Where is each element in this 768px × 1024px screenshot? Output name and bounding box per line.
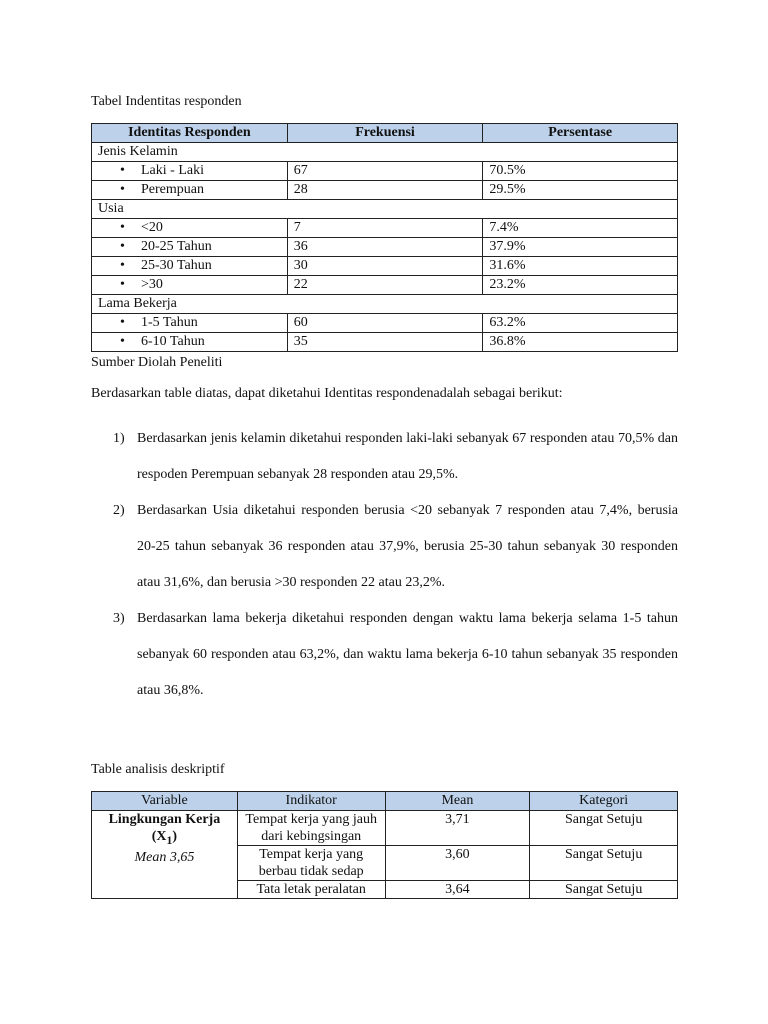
category-cell: Sangat Setuju [530, 811, 678, 846]
row-frequency: 35 [287, 333, 483, 352]
list-item [91, 601, 678, 709]
header-indikator: Indikator [237, 792, 385, 811]
row-label: • Perempuan [92, 181, 288, 200]
row-percentage: 29.5% [483, 181, 678, 200]
table-row [92, 181, 678, 200]
row-percentage: 23.2% [483, 276, 678, 295]
table-row [92, 219, 678, 238]
table-row [92, 257, 678, 276]
mean-cell: 3,60 [385, 846, 530, 881]
header-kategori: Kategori [530, 792, 678, 811]
group-row [92, 295, 678, 314]
list-number: 2) [113, 503, 125, 518]
list-number: 3) [113, 611, 125, 626]
indicator-cell: Tempat kerja yang berbau tidak sedap [237, 846, 385, 881]
row-percentage: 63.2% [483, 314, 678, 333]
row-frequency: 30 [287, 257, 483, 276]
row-percentage: 31.6% [483, 257, 678, 276]
mean-cell: 3,64 [385, 881, 530, 899]
table1-source: Sumber Diolah Peneliti [91, 355, 223, 370]
table-row [92, 333, 678, 352]
variable-cell [92, 811, 238, 899]
row-frequency: 36 [287, 238, 483, 257]
group-row [92, 143, 678, 162]
row-label: • 1-5 Tahun [92, 314, 288, 333]
list-text: Berdasarkan lama bekerja diketahui responden dengan waktu lama bekerja selama 1-5 tahun sebanyak 60 responden atau 63,2%, dan waktu lama bekerja 6-10 tahun sebanyak 35 responden atau 36,8%. [137, 611, 678, 698]
row-frequency: 67 [287, 162, 483, 181]
list-text: Berdasarkan Usia diketahui responden berusia <20 sebanyak 7 responden atau 7,4%, berusia 20-25 tahun sebanyak 36 responden atau 37,9%, berusia 25-30 tahun sebanyak 30 responden atau 31,6%, dan berusia >30 responden 22 atau 23,2%. [137, 503, 678, 590]
header-identitas: Identitas Responden [92, 124, 288, 143]
group-label: Jenis Kelamin [92, 143, 678, 162]
row-label: • 20-25 Tahun [92, 238, 288, 257]
group-row [92, 200, 678, 219]
table1-caption: Tabel Indentitas responden [91, 94, 242, 109]
group-label: Usia [92, 200, 678, 219]
row-percentage: 7.4% [483, 219, 678, 238]
descriptive-analysis-table [91, 791, 678, 899]
row-frequency: 28 [287, 181, 483, 200]
header-persentase: Persentase [483, 124, 678, 143]
table-row [92, 162, 678, 181]
intro-paragraph: Berdasarkan table diatas, dapat diketahui Identitas respondenadalah sebagai berikut: [91, 386, 563, 401]
row-label: • <20 [92, 219, 288, 238]
row-label: • 25-30 Tahun [92, 257, 288, 276]
list-item [91, 493, 678, 601]
respondent-identity-table [91, 123, 678, 352]
findings-list [91, 421, 678, 709]
table2-caption: Table analisis deskriptif [91, 762, 225, 777]
row-percentage: 70.5% [483, 162, 678, 181]
row-label: • Laki - Laki [92, 162, 288, 181]
row-percentage: 36.8% [483, 333, 678, 352]
mean-cell: 3,71 [385, 811, 530, 846]
row-frequency: 7 [287, 219, 483, 238]
list-text: Berdasarkan jenis kelamin diketahui responden laki-laki sebanyak 67 responden atau 70,5% dan respoden Perempuan sebanyak 28 responden atau 29,5%. [137, 431, 678, 482]
category-cell: Sangat Setuju [530, 846, 678, 881]
variable-name: Lingkungan Kerja [108, 812, 221, 827]
header-mean: Mean [385, 792, 530, 811]
row-percentage: 37.9% [483, 238, 678, 257]
header-frekuensi: Frekuensi [287, 124, 483, 143]
table-row [92, 314, 678, 333]
row-label: • >30 [92, 276, 288, 295]
variable-mean: Mean 3,65 [134, 849, 195, 865]
table-header-row [92, 792, 678, 811]
group-label: Lama Bekerja [92, 295, 678, 314]
list-item [91, 421, 678, 493]
row-frequency: 22 [287, 276, 483, 295]
list-number: 1) [113, 431, 125, 446]
table-row [92, 238, 678, 257]
table-header-row [92, 124, 678, 143]
variable-symbol: $(X_1)$ [151, 829, 178, 847]
row-frequency: 60 [287, 314, 483, 333]
row-label: • 6-10 Tahun [92, 333, 288, 352]
category-cell: Sangat Setuju [530, 881, 678, 899]
table-row [92, 811, 678, 846]
table-row [92, 276, 678, 295]
indicator-cell: Tata letak peralatan [237, 881, 385, 899]
indicator-cell: Tempat kerja yang jauh dari kebingsingan [237, 811, 385, 846]
header-variable: Variable [92, 792, 238, 811]
